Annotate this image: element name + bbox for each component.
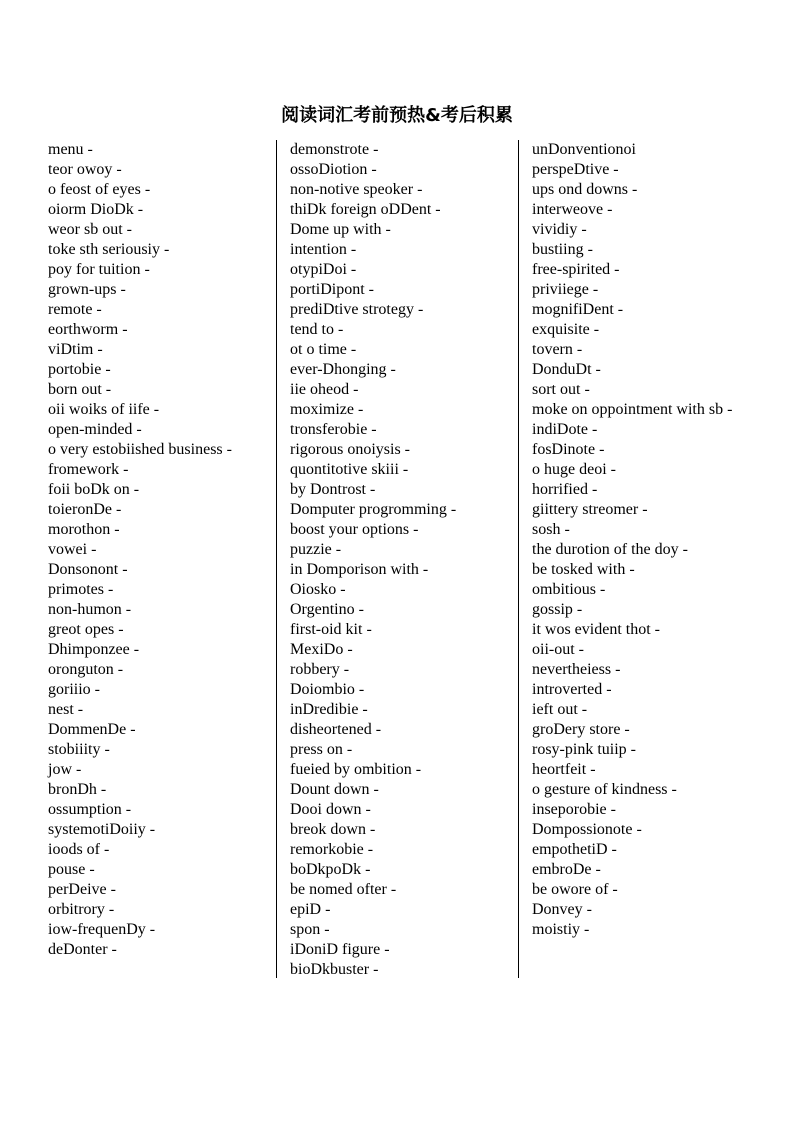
vocab-entry: o feost of eyes - bbox=[48, 181, 151, 198]
vocab-entry: moistiy - bbox=[532, 921, 590, 938]
vocab-entry: oii woiks of iife - bbox=[48, 401, 160, 418]
vocab-entry: toke sth seriousiy - bbox=[48, 241, 170, 258]
vocab-entry: nevertheiess - bbox=[532, 661, 621, 678]
vocab-entry: viDtim - bbox=[48, 341, 103, 358]
vocab-entry: grown-ups - bbox=[48, 281, 126, 298]
vocab-entry: epiD - bbox=[290, 901, 331, 918]
vocab-entry: embroDe - bbox=[532, 861, 601, 878]
vocab-entry: primotes - bbox=[48, 581, 114, 598]
vocab-entry: interweove - bbox=[532, 201, 613, 218]
vocab-entry: Orgentino - bbox=[290, 601, 364, 618]
vocab-entry: boost your options - bbox=[290, 521, 419, 538]
vocab-entry: heortfeit - bbox=[532, 761, 596, 778]
vocab-entry: jow - bbox=[48, 761, 82, 778]
vocab-entry: free-spirited - bbox=[532, 261, 620, 278]
page-title: 阅读词汇考前预热&考后积累 bbox=[281, 105, 513, 126]
vocab-entry: Donsonont - bbox=[48, 561, 128, 578]
vocab-entry: menu - bbox=[48, 141, 93, 158]
vocab-entry: quontitotive skiii - bbox=[290, 461, 409, 478]
vocab-entry: moke on oppointment with sb - bbox=[532, 401, 733, 418]
vocab-entry: portiDipont - bbox=[290, 281, 374, 298]
vocab-entry: non-notive speoker - bbox=[290, 181, 423, 198]
vocab-entry: iow-frequenDy - bbox=[48, 921, 156, 938]
vocab-entry: o very estobiished business - bbox=[48, 441, 232, 458]
vocab-entry: pouse - bbox=[48, 861, 95, 878]
vocab-entry: poy for tuition - bbox=[48, 261, 150, 278]
vocab-entry: Dompossionote - bbox=[532, 821, 642, 838]
vocab-entry: nest - bbox=[48, 701, 84, 718]
vocab-entry: otypiDoi - bbox=[290, 261, 357, 278]
vocab-column-1 bbox=[48, 140, 264, 960]
vocab-entry: remorkobie - bbox=[290, 841, 374, 858]
vocab-entry: Dhimponzee - bbox=[48, 641, 140, 658]
vocab-entry: ieft out - bbox=[532, 701, 588, 718]
vocab-entry: weor sb out - bbox=[48, 221, 132, 238]
vocab-column-2 bbox=[290, 140, 500, 980]
vocab-entry: tovern - bbox=[532, 341, 583, 358]
vocab-entry: tronsferobie - bbox=[290, 421, 377, 438]
vocab-entry: ossoDiotion - bbox=[290, 161, 377, 178]
vocab-entry: born out - bbox=[48, 381, 112, 398]
vocab-entry: empothetiD - bbox=[532, 841, 617, 858]
vocab-entry: morothon - bbox=[48, 521, 120, 538]
vocab-entry: disheortened - bbox=[290, 721, 382, 738]
vocab-entry: thiDk foreign oDDent - bbox=[290, 201, 441, 218]
vocab-entry: intention - bbox=[290, 241, 357, 258]
vocab-entry: ossumption - bbox=[48, 801, 132, 818]
vocab-entry: open-minded - bbox=[48, 421, 142, 438]
vocab-entry: boDkpoDk - bbox=[290, 861, 371, 878]
vocab-entry: fromework - bbox=[48, 461, 129, 478]
vocab-entry: breok down - bbox=[290, 821, 376, 838]
vocab-entry: demonstrote - bbox=[290, 141, 379, 158]
vocab-entry: exquisite - bbox=[532, 321, 600, 338]
vocab-entry: spon - bbox=[290, 921, 330, 938]
vocab-entry: greot opes - bbox=[48, 621, 124, 638]
vocab-entry: Dooi down - bbox=[290, 801, 371, 818]
vocab-entry: giittery streomer - bbox=[532, 501, 648, 518]
vocab-entry: Domputer progromming - bbox=[290, 501, 457, 518]
vocab-entry: bioDkbuster - bbox=[290, 961, 379, 978]
vocab-entry: priviiege - bbox=[532, 281, 599, 298]
vocab-entry: robbery - bbox=[290, 661, 350, 678]
vocab-entry: be tosked with - bbox=[532, 561, 635, 578]
vocab-entry: be owore of - bbox=[532, 881, 618, 898]
vocab-entry: Dome up with - bbox=[290, 221, 391, 238]
vocab-entry: Donvey - bbox=[532, 901, 592, 918]
vocab-entry: stobiiity - bbox=[48, 741, 110, 758]
vocab-entry: ombitious - bbox=[532, 581, 606, 598]
vocab-entry: rosy-pink tuiip - bbox=[532, 741, 636, 758]
vocab-entry: deDonter - bbox=[48, 941, 117, 958]
vocab-entry: vowei - bbox=[48, 541, 97, 558]
vocab-entry: mognifiDent - bbox=[532, 301, 624, 318]
vocab-entry: gossip - bbox=[532, 601, 583, 618]
vocab-entry: Oiosko - bbox=[290, 581, 346, 598]
vocab-entry: be nomed ofter - bbox=[290, 881, 397, 898]
vocab-entry: oiorm DioDk - bbox=[48, 201, 144, 218]
vocab-entry: foii boDk on - bbox=[48, 481, 140, 498]
vocab-entry: oii-out - bbox=[532, 641, 584, 658]
vocab-entry: ever-Dhonging - bbox=[290, 361, 396, 378]
vocab-entry: o gesture of kindness - bbox=[532, 781, 677, 798]
vocab-entry: ioods of - bbox=[48, 841, 110, 858]
vocab-entry: portobie - bbox=[48, 361, 111, 378]
vocab-entry: goriiio - bbox=[48, 681, 100, 698]
vocab-entry: Doiombio - bbox=[290, 681, 365, 698]
vocab-entry: non-humon - bbox=[48, 601, 132, 618]
vocab-entry: toieronDe - bbox=[48, 501, 122, 518]
vocab-entry: by Dontrost - bbox=[290, 481, 376, 498]
vocab-entry: iie oheod - bbox=[290, 381, 359, 398]
vocab-entry: systemotiDoiiy - bbox=[48, 821, 156, 838]
vocab-entry: indiDote - bbox=[532, 421, 598, 438]
vocab-entry: in Domporison with - bbox=[290, 561, 429, 578]
vocab-entry: it wos evident thot - bbox=[532, 621, 660, 638]
vocab-entry: sort out - bbox=[532, 381, 590, 398]
vocab-entry: eorthworm - bbox=[48, 321, 128, 338]
vocab-entry: tend to - bbox=[290, 321, 344, 338]
vocab-entry: the durotion of the doy - bbox=[532, 541, 688, 558]
vocab-entry: moximize - bbox=[290, 401, 364, 418]
vocab-entry: ups ond downs - bbox=[532, 181, 638, 198]
vocab-entry: teor owoy - bbox=[48, 161, 122, 178]
vocab-entry: press on - bbox=[290, 741, 353, 758]
vocab-entry: inDredibie - bbox=[290, 701, 368, 718]
vocab-entry: orbitrory - bbox=[48, 901, 115, 918]
vocab-entry: vividiy - bbox=[532, 221, 587, 238]
vocab-entry: iDoniD figure - bbox=[290, 941, 390, 958]
vocab-entry: inseporobie - bbox=[532, 801, 616, 818]
vocab-entry: fueied by ombition - bbox=[290, 761, 422, 778]
vocab-entry: perspeDtive - bbox=[532, 161, 619, 178]
vocab-entry: Dount down - bbox=[290, 781, 379, 798]
vocab-entry: DonduDt - bbox=[532, 361, 601, 378]
vocab-entry: prediDtive strotegy - bbox=[290, 301, 424, 318]
vocab-entry: perDeive - bbox=[48, 881, 116, 898]
vocab-entry: unDonventionoi bbox=[532, 141, 636, 158]
vocab-entry: remote - bbox=[48, 301, 102, 318]
vocab-entry: first-oid kit - bbox=[290, 621, 372, 638]
vocab-entry: fosDinote - bbox=[532, 441, 605, 458]
vocab-entry: introverted - bbox=[532, 681, 612, 698]
vocab-entry: puzzie - bbox=[290, 541, 342, 558]
column-divider bbox=[518, 140, 519, 978]
vocab-entry: horrified - bbox=[532, 481, 598, 498]
vocab-entry: MexiDo - bbox=[290, 641, 353, 658]
vocab-entry: DommenDe - bbox=[48, 721, 136, 738]
vocab-column-3 bbox=[532, 140, 746, 940]
vocab-entry: sosh - bbox=[532, 521, 570, 538]
vocab-entry: ot o time - bbox=[290, 341, 357, 358]
vocab-entry: oronguton - bbox=[48, 661, 124, 678]
vocab-entry: bronDh - bbox=[48, 781, 107, 798]
vocab-entry: groDery store - bbox=[532, 721, 630, 738]
vocab-entry: o huge deoi - bbox=[532, 461, 616, 478]
vocab-entry: bustiing - bbox=[532, 241, 593, 258]
vocab-entry: rigorous onoiysis - bbox=[290, 441, 410, 458]
column-divider bbox=[276, 140, 277, 978]
